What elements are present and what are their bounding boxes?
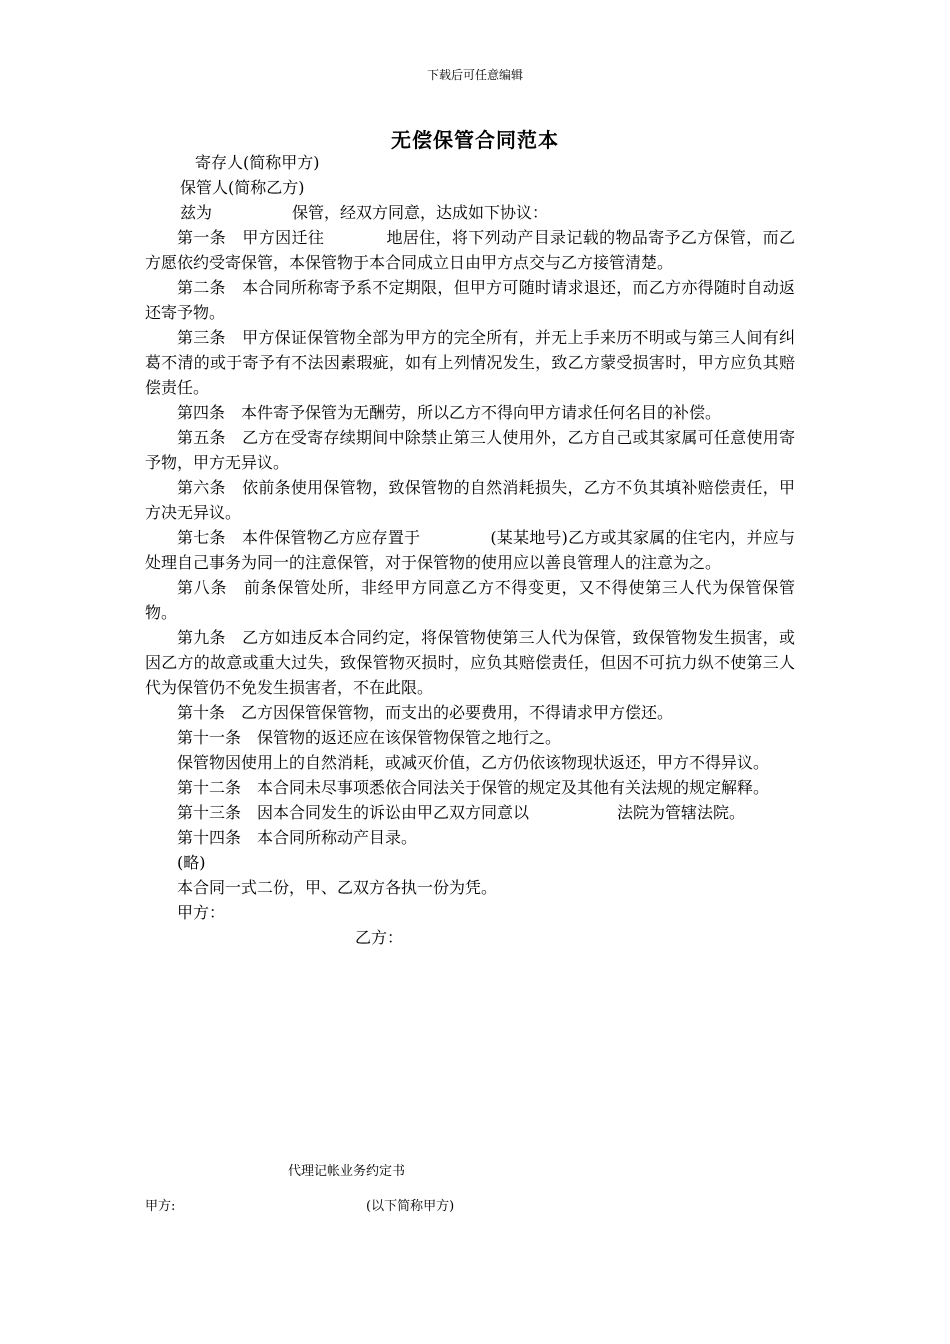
contract-body bbox=[145, 150, 795, 950]
article-11: 第十一条 保管物的返还应在该保管物保管之地行之。 bbox=[177, 728, 562, 747]
article-11-extra: 保管物因使用上的自然消耗，或减灭价值，乙方仍依该物现状返还，甲方不得异议。 bbox=[177, 753, 770, 772]
article-14: 第十四条 本合同所称动产目录。 bbox=[177, 828, 418, 847]
article-6: 第六条 依前条使用保管物，致保管物的自然消耗损失，乙方不负其填补赔偿责任，甲方决无异议。 bbox=[145, 478, 795, 522]
depositor-line: 寄存人(简称甲方) bbox=[195, 153, 320, 172]
article-1-suffix: 地居住，将下列动产目录记载的物品寄予乙方保管，而乙方愿依约受寄保管，本保管物于本合同成立日由甲方点交与乙方接管清楚。 bbox=[145, 228, 795, 272]
article-12: 第十二条 本合同未尽事项悉依合同法关于保管的规定及其他有关法规的规定解释。 bbox=[177, 778, 770, 797]
article-7 bbox=[145, 525, 795, 575]
article-7-prefix: 第七条 本件保管物乙方应存置于 bbox=[177, 528, 421, 547]
article-1-prefix: 第一条 甲方因迁往 bbox=[177, 228, 325, 247]
article-8: 第八条 前条保管处所，非经甲方同意乙方不得变更，又不得使第三人代为保管保管物。 bbox=[145, 578, 795, 622]
intro-suffix: 保管，经双方同意，达成如下协议： bbox=[292, 203, 549, 222]
second-document-party-a-note: (以下简称甲方) bbox=[366, 1199, 455, 1214]
second-document-title: 代理记帐业务约定书 bbox=[288, 1164, 406, 1179]
omitted-note: (略) bbox=[177, 853, 206, 872]
document-title: 无偿保管合同范本 bbox=[391, 128, 559, 152]
custodian-line: 保管人(简称乙方) bbox=[180, 178, 305, 197]
header-note: 下载后可任意编辑 bbox=[426, 68, 523, 82]
intro-prefix: 兹为 bbox=[180, 203, 213, 222]
article-5: 第五条 乙方在受寄存续期间中除禁止第三人使用外，乙方自己或其家属可任意使用寄予物，甲方无异议。 bbox=[145, 428, 795, 472]
article-4: 第四条 本件寄予保管为无酬劳，所以乙方不得向甲方请求任何名目的补偿。 bbox=[177, 403, 722, 422]
article-3: 第三条 甲方保证保管物全部为甲方的完全所有，并无上手来历不明或与第三人间有纠葛不清的或于寄予有不法因素瑕疵，如有上列情况发生，致乙方蒙受损害时，甲方应负其赔偿责任。 bbox=[145, 328, 795, 397]
article-7-suffix: (某某地号)乙方或其家属的住宅内，并应与处理自己事务为同一的注意保管，对于保管物的使用应以善良管理人的注意为之。 bbox=[145, 528, 795, 572]
article-1 bbox=[145, 225, 795, 275]
article-2: 第二条 本合同所称寄予系不定期限，但甲方可随时请求退还，而乙方亦得随时自动返还寄予物。 bbox=[145, 278, 795, 322]
article-10: 第十条 乙方因保管保管物，而支出的必要费用，不得请求甲方偿还。 bbox=[177, 703, 674, 722]
article-13-suffix: 法院为管辖法院。 bbox=[617, 803, 746, 822]
intro-line bbox=[145, 200, 795, 225]
second-document-party-a: 甲方: bbox=[145, 1199, 176, 1214]
article-13 bbox=[145, 800, 795, 825]
party-a-signature: 甲方： bbox=[177, 903, 226, 922]
party-b-signature: 乙方： bbox=[355, 928, 404, 947]
article-9: 第九条 乙方如违反本合同约定，将保管物使第三人代为保管，致保管物发生损害，或因乙方的故意或重大过失，致保管物灭损时，应负其赔偿责任，但因不可抗力纵不使第三人代为保管仍不免发生损害者，不在此限。 bbox=[145, 628, 795, 697]
article-13-prefix: 第十三条 因本合同发生的诉讼由甲乙双方同意以 bbox=[177, 803, 530, 822]
copies-clause: 本合同一式二份，甲、乙双方各执一份为凭。 bbox=[177, 878, 498, 897]
